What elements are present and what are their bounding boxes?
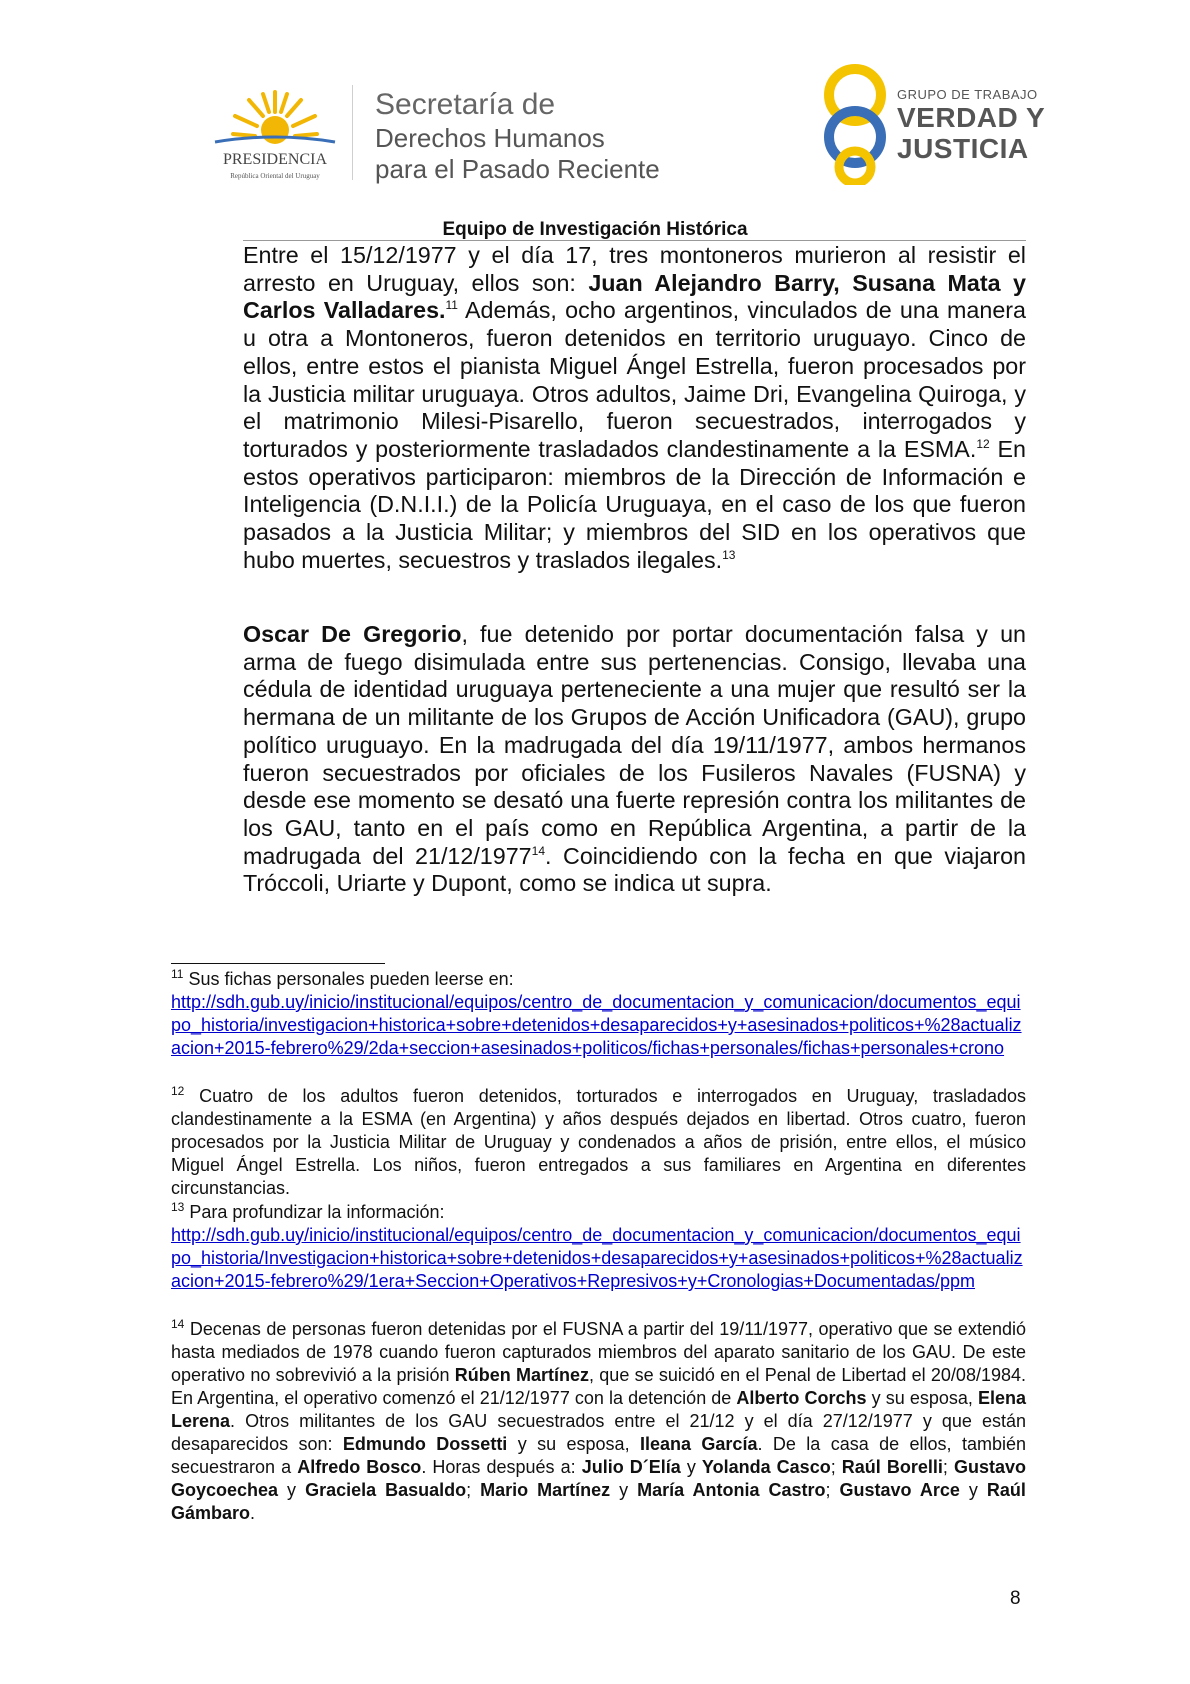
fn14-text: y	[680, 1457, 702, 1477]
fn14-text: y	[959, 1480, 987, 1500]
team-title: Equipo de Investigación Histórica	[442, 219, 748, 240]
footnote-12	[171, 1085, 1026, 1200]
secretaria-line2: Derechos Humanos	[375, 123, 605, 153]
secretaria-logo-text	[375, 90, 660, 182]
fn14-text: ;	[466, 1480, 481, 1500]
footnote-ref-13[interactable]: 13	[722, 547, 736, 562]
footnote-ref-12[interactable]: 12	[976, 437, 990, 452]
p1-text-3: En estos operativos participaron: miembros de la Dirección de Información e Inteligencia (D.N.I.I.) de la Policía Uruguaya, en el caso de los que fueron pasados a la Justicia Militar; y miembros del SID en los operativos que hubo muertes, secuestros y traslados ilegales.	[243, 435, 1026, 573]
fn14-text: . Horas después a:	[421, 1457, 582, 1477]
fn14-name: Alfredo Bosco	[297, 1457, 422, 1477]
fn14-name: Alberto Corchs	[736, 1388, 867, 1408]
fn14-name: Edmundo Dossetti	[342, 1434, 508, 1454]
fn14-name: Gustavo Arce	[839, 1480, 960, 1500]
fn14-text: . De la casa de ellos, también secuestraron a	[171, 1434, 1026, 1477]
footnote-number: 11	[171, 967, 184, 981]
fn14-name: Mario Martínez	[480, 1480, 611, 1500]
footnote-number: 14	[171, 1317, 185, 1331]
secretaria-line1: Secretaría de	[375, 88, 556, 121]
fn14-text: .	[250, 1503, 256, 1523]
fn14-name: Elena Lerena	[171, 1388, 1026, 1431]
fn14-name: Julio D´Elía	[581, 1457, 681, 1477]
fn14-name: Ileana García	[639, 1434, 758, 1454]
grupo-trabajo-text	[897, 88, 1045, 163]
page-header	[0, 0, 1190, 240]
fn14-text: y	[278, 1480, 306, 1500]
svg-text:PRESIDENCIA: PRESIDENCIA	[222, 151, 328, 168]
footnote-ref-14[interactable]: 14	[531, 843, 545, 858]
fn14-text: y	[610, 1480, 638, 1500]
p2-text-2: . Coincidiendo con la fecha en que viajaron Tróccoli, Uriarte y Dupont, como se indica ut supra.	[243, 842, 1027, 897]
fn14-name: Raúl Borelli	[841, 1457, 943, 1477]
fn14-text: Decenas de personas fueron detenidas por el FUSNA a partir del 19/11/1977, operativo que se extendió hasta mediados de 1978 cuando fueron capturados miembros del aparato sanitario de los GAU. De este operativo no sobrevivió a la prisión	[171, 1319, 1026, 1385]
p2-text-1: , fue detenido por portar documentación falsa y un arma de fuego disimulada entre sus pertenencias. Consigo, llevaba una cédula de identidad uruguaya perteneciente a una mujer que resultó ser la hermana de un militante de los Grupos de Acción Unificadora (GAU), grupo político uruguayo. En la madrugada del día 19/11/1977, ambos hermanos fueron secuestrados por oficiales de los Fusileros Navales (FUSNA) y desde ese momento se desató una fuerte represión contra los militantes de los GAU, tanto en el país como en República Argentina, a partir de la madrugada del 21/12/1977	[243, 621, 1026, 869]
presidencia-sun-logo	[195, 82, 355, 182]
header-rule	[243, 240, 1026, 241]
footnote-number: 12	[171, 1084, 185, 1098]
fn14-text: ;	[942, 1457, 954, 1477]
footnote-13-link[interactable]: http://sdh.gub.uy/inicio/institucional/equipos/centro_de_documentacion_y_comunicacion/documentos_equipo_historia/Investigacion+historica+sobre+detenidos+desaparecidos+y+asesinados+politicos+%28actualizacion+2015-febrero%29/1era+Seccion+Operativos+Represivos+y+Cronologias+Documentadas/ppm	[171, 1225, 1023, 1291]
secretaria-line3: para el Pasado Reciente	[375, 154, 660, 184]
header-divider	[352, 85, 353, 180]
grupo-line2: VERDAD Y	[897, 102, 1046, 133]
grupo-line3: JUSTICIA	[897, 133, 1029, 164]
fn14-name: Raúl Gámbaro	[171, 1480, 1026, 1523]
footnote-ref-11[interactable]: 11	[445, 298, 458, 313]
fn14-text: ;	[825, 1480, 840, 1500]
footnote-text: Sus fichas personales pueden leerse en:	[183, 969, 514, 989]
footnote-text: Cuatro de los adultos fueron detenidos, torturados e interrogados en Uruguay, trasladados clandestinamente a la ESMA (en Argentina) y años después dejados en libertad. Otros cuatro, fueron procesados por la Justicia Militar de Uruguay y condenados a años de prisión, entre ellos, el músico Miguel Ángel Estrella. Los niños, fueron entregados a sus familiares en Argentina en diferentes circunstancias.	[171, 1086, 1026, 1198]
fn14-text: . Otros militantes de los GAU secuestrados entre el 21/12 y el día 27/12/1977 y que están desaparecidos son:	[171, 1411, 1026, 1454]
grupo-line1: GRUPO DE TRABAJO	[897, 87, 1038, 102]
p1-text-2: Además, ocho argentinos, vinculados de una manera u otra a Montoneros, fueron detenidos en territorio uruguayo. Cinco de ellos, entre estos el pianista Miguel Ángel Estrella, fueron procesados por la Justicia militar uruguaya. Otros adultos, Jaime Dri, Evangelina Quiroga, y el matrimonio Milesi-Pisarello, fueron secuestrados, interrogados y torturados y posteriormente trasladados clandestinamente a la ESMA.	[243, 297, 1026, 462]
fn14-text: ;	[830, 1457, 842, 1477]
fn14-text: y su esposa,	[866, 1388, 978, 1408]
footnote-number: 13	[171, 1200, 185, 1214]
p1-text-1: Entre el 15/12/1977 y el día 17, tres montoneros murieron al resistir el arresto en Uruguay, ellos son:	[243, 242, 1026, 296]
svg-text:República Oriental del Uruguay: República Oriental del Uruguay	[230, 172, 320, 180]
fn14-text: , que se suicidó en el Penal de Libertad el 20/08/1984. En Argentina, el operativo comenzó el 21/12/1977 con la detención de	[171, 1365, 1026, 1408]
fn14-text: y su esposa,	[507, 1434, 640, 1454]
p1-bold-names: Juan Alejandro Barry, Susana Mata y Carlos Valladares.	[243, 269, 1026, 324]
paragraph-1	[243, 242, 1026, 574]
footnote-14	[171, 1318, 1026, 1525]
footnote-13	[171, 1201, 1026, 1293]
footnote-separator	[171, 963, 385, 964]
p2-bold-name: Oscar De Gregorio	[243, 621, 462, 647]
page-number: 8	[1010, 1588, 1021, 1609]
fn14-name: Rúben Martínez	[454, 1365, 590, 1385]
paragraph-2	[243, 621, 1026, 898]
fn14-name: María Antonia Castro	[637, 1480, 826, 1500]
footnote-11	[171, 968, 1026, 1060]
fn14-name: Graciela Basualdo	[305, 1480, 467, 1500]
fn14-name: Gustavo Goycoechea	[171, 1457, 1026, 1500]
fn14-name: Yolanda Casco	[701, 1457, 831, 1477]
footnote-11-link[interactable]: http://sdh.gub.uy/inicio/institucional/equipos/centro_de_documentacion_y_comunicacion/documentos_equipo_historia/investigacion+historica+sobre+detenidos+desaparecidos+y+asesinados+politicos+%28actualizacion+2015-febrero%29/2da+seccion+asesinados+politicos/fichas+personales/fichas+personales+crono	[171, 992, 1022, 1058]
footnote-text: Para profundizar la información:	[184, 1202, 445, 1222]
